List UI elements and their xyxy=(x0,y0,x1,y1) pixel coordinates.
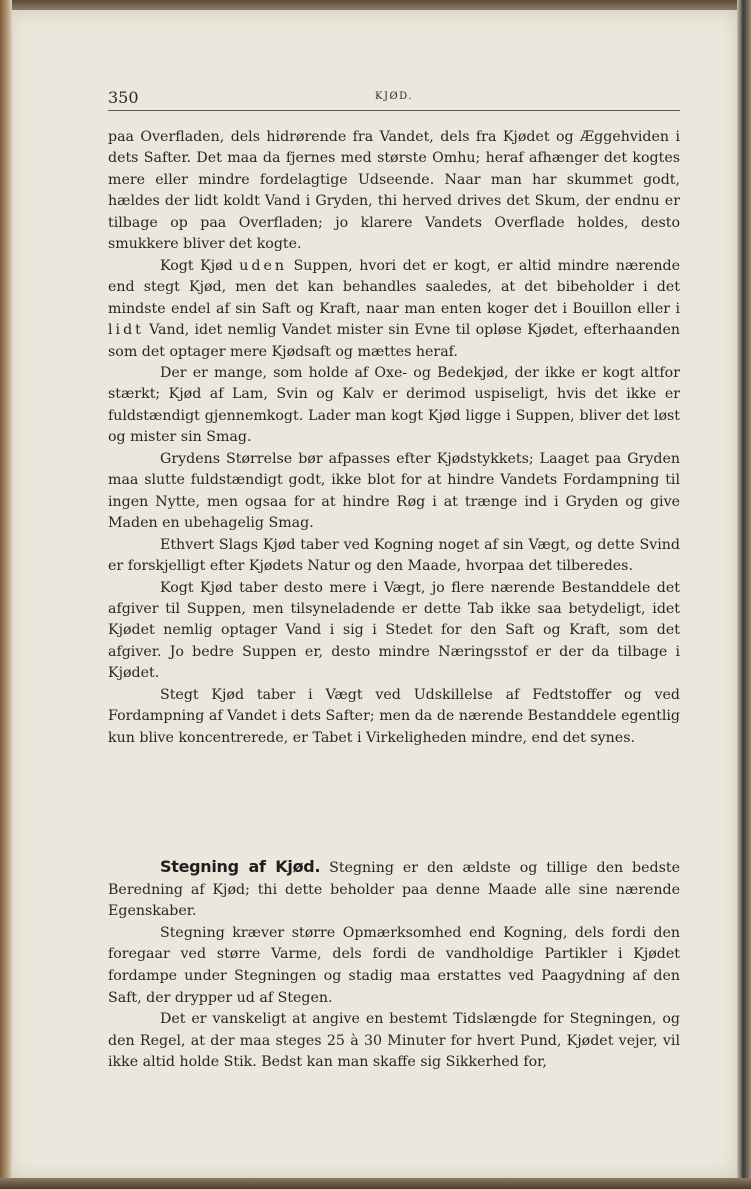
section-heading: Stegning af Kjød. xyxy=(160,857,321,876)
section-stegning xyxy=(108,856,680,1074)
paragraph: Ethvert Slags Kjød taber ved Kogning noget af sin Vægt, og dette Svind er forskjelligt efter Kjødets Natur og den Maade, hvorpaa det tilberedes. xyxy=(108,536,680,575)
paragraph: paa Overfladen, dels hidrørende fra Vandet, dels fra Kjødet og Æggehviden i dets Safter. Det maa da fjernes med største Omhu; heraf afhænger det kogtes mere eller mindre fordelagtige Udseende. Naar man har skummet godt, hældes der lidt koldt Vand i Gryden, thi herved drives det Skum, der endnu er tilbage op paa Overfladen; jo klarere Vandets Overflade holdes, desto smukkere bliver det kogte. xyxy=(108,129,680,253)
paragraph: Kogt Kjød taber desto mere i Vægt, jo flere nærende Bestanddele det afgiver til Suppen, men tilsyneladende er dette Tab ikke saa betydeligt, idet Kjødet nemlig optager Vand i sig i Stedet for den Saft og Kraft, som det afgiver. Jo bedre Suppen er, desto mindre Næringsstof er der da tilbage i Kjødet. xyxy=(108,579,680,682)
book-binding xyxy=(0,0,12,1189)
page-bottom-edge xyxy=(0,1178,751,1189)
emphasis-spaced: uden xyxy=(239,257,288,274)
main-text xyxy=(108,127,680,749)
paragraph: Kogt Kjød uden Suppen, hvori det er kogt, er altid mindre nærende end stegt Kjød, men det kan behandles saaledes, at det bibeholder i det mindste endel af sin Saft og Kraft, naar man enten koger det i Bouillon eller i lidt Vand, idet nemlig Vandet mister sin Evne til opløse Kjødet, efterhaanden som det optager mere Kjødsaft og mættes heraf. xyxy=(108,257,680,360)
running-head: KJØD. xyxy=(374,91,414,102)
section-intro-paragraph: Stegning af Kjød. Stegning er den ældste og tillige den bedste Beredning af Kjød; thi dette beholder paa denne Maade alle sine nærende Egenskaber. xyxy=(108,857,680,920)
paragraph: Der er mange, som holde af Oxe- og Bedekjød, der ikke er kogt altfor stærkt; Kjød af Lam, Svin og Kalv er derimod uspiseligt, hvis det ikke er fuldstændigt gjennemkogt. Lader man kogt Kjød ligge i Suppen, bliver det løst og mister sin Smag. xyxy=(108,364,680,446)
paragraph: Stegning kræver større Opmærksomhed end Kogning, dels fordi den foregaar ved større Varme, dels fordi de vandholdige Partikler i Kjødet fordampe under Stegningen og stadig maa erstattes ved Paagydning af den Saft, der drypper ud af Stegen. xyxy=(108,924,680,1006)
page-number: 350 xyxy=(108,88,139,107)
emphasis-spaced: lidt xyxy=(108,322,144,339)
paragraph: Grydens Størrelse bør afpasses efter Kjødstykkets; Laaget paa Gryden maa slutte fuldstændigt godt, ikke blot for at hindre Vandets Fordampning til ingen Nytte, men ogsaa for at hindre Røg i at trænge ind i Gryden og give Maden en ubehagelig Smag. xyxy=(108,450,680,532)
page-header xyxy=(108,88,680,111)
page-right-edge xyxy=(737,0,751,1189)
paragraph: Det er vanskeligt at angive en bestemt Tidslængde for Stegningen, og den Regel, at der maa steges 25 à 30 Minuter for hvert Pund, Kjødet vejer, vil ikke altid holde Stik. Bedst kan man skaffe sig Sikkerhed for, xyxy=(108,1011,680,1071)
paragraph: Stegt Kjød taber i Vægt ved Udskillelse af Fedtstoffer og ved Fordampning af Vandet i dets Safter; men da de nærende Bestanddele egentlig kun blive koncentrerede, er Tabet i Virkeligheden mindre, end det synes. xyxy=(108,686,680,746)
page-top-edge xyxy=(0,0,751,10)
